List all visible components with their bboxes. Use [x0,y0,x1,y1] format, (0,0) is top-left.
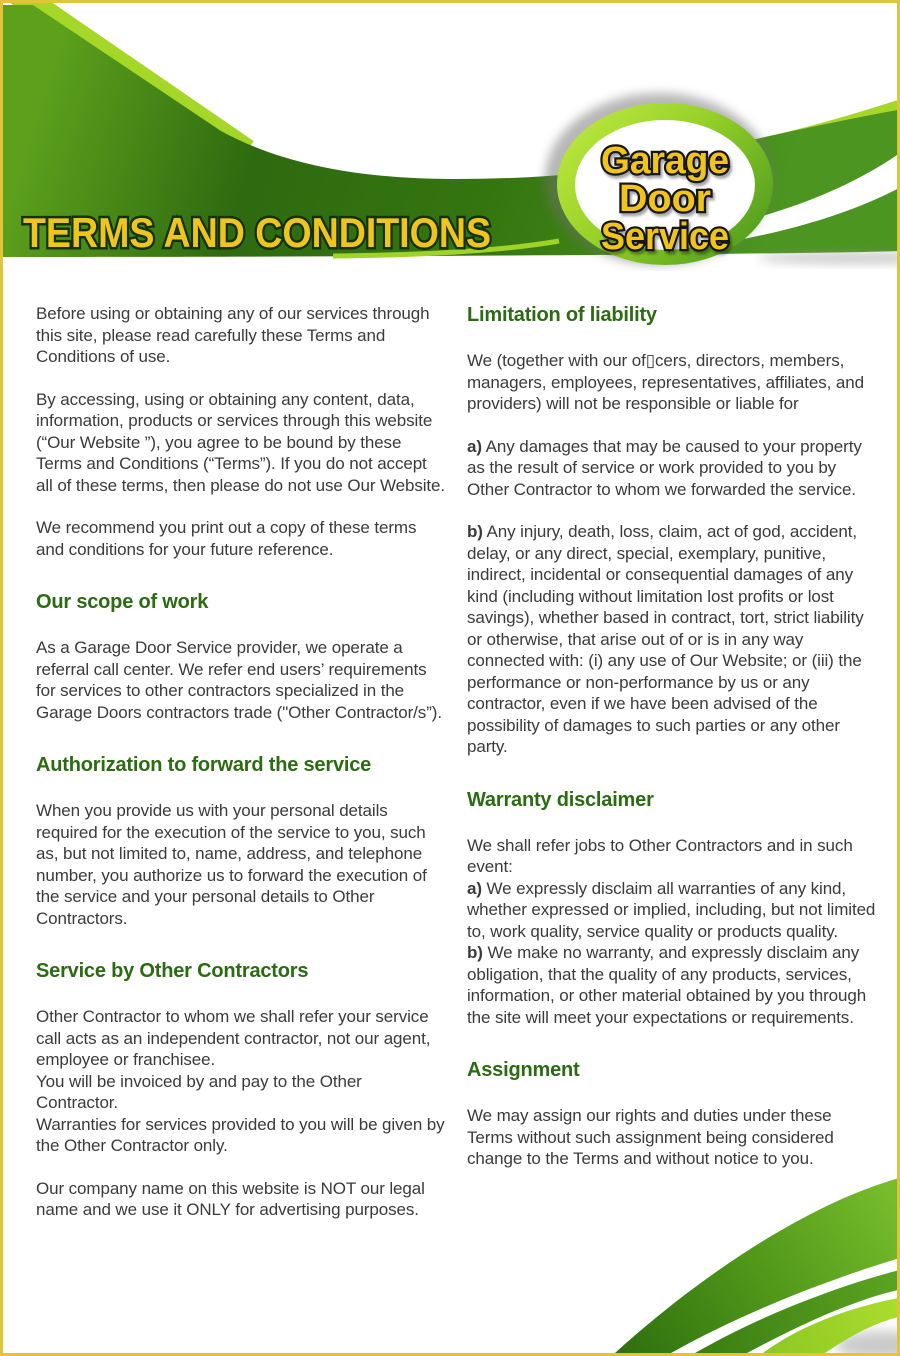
authorization-paragraph: When you provide us with your personal details required for the execution of the service to you, such as, but not limited to, name, address, and telephone number, you authorize us to forward the execution of the service and your personal details to Other Contractors. [36,801,427,928]
badge-line-3: Service [601,216,729,258]
liability-item-b-text: Any injury, death, loss, claim, act of god, accident, delay, or any direct, special, exemplary, punitive, indirect, incidental or consequential damages of any kind (including without limitation lost profits or lost savings), whether based in contract, tort, strict liability or otherwise, that arise out of or is in any way connected with: (i) any use of Our Website; or (iii) the performance or non-performance by us or any contractor, even if we have been advised of the possibility of damages to such parties or any other party. [467,522,864,756]
scope-paragraph: As a Garage Door Service provider, we operate a referral call center. We refer end users’ requirements for services to other contractors specialized in the Garage Doors contractors trade ("Other Contractor/s”). [36,638,442,722]
contractors-paragraph-group [36,1006,448,1157]
section-heading-service-by-contractors: Service by Other Contractors [36,960,309,982]
warranty-item-b-label: b) [467,943,483,962]
warranty-item-a [467,878,879,943]
liability-item-a-label: a) [467,436,482,456]
intro-paragraph-3: We recommend you print out a copy of these terms and conditions for your future reference. [36,518,417,559]
badge-text [601,140,729,258]
header-art [3,3,900,271]
assignment-paragraph: We may assign our rights and duties under these Terms without such assignment being considered change to the Terms and without notice to you. [467,1106,834,1168]
section-heading-scope: Our scope of work [36,591,209,613]
right-column [467,303,879,1242]
contractors-line-3: Warranties for services provided to you will be given by the Other Contractor only. [36,1114,445,1155]
contractors-line-2: You will be invoiced by and pay to the Other Contractor. [36,1071,362,1112]
section-heading-authorization: Authorization to forward the service [36,754,372,776]
contractors-line-1: Other Contractor to whom we shall refer your service call acts as an independent contractor, not our agent, employee or franchisee. [36,1007,431,1069]
warranty-paragraph-group [467,835,879,1029]
liability-item-a-text: Any damages that may be caused to your property as the result of service or work provided to you by Other Contractor to whom we forwarded the service. [467,436,862,499]
section-heading-liability: Limitation of liability [467,304,657,326]
intro-paragraph-2: By accessing, using or obtaining any content, data, information, products or services through this website (“Our Website ”), you agree to be bound by these Terms and Conditions (“Terms”). If you do not accept all of these terms, then please do not use Our Website. [36,389,446,495]
section-heading-warranty: Warranty disclaimer [467,788,654,811]
badge-line-1: Garage [601,140,729,182]
header-band-shadow [758,252,900,264]
liability-intro-paragraph: We (together with our of▯cers, directors, members, managers, employees, representatives, affiliates, and providers) will not be responsible or liable for [467,351,864,413]
badge-line-2: Door [619,178,712,220]
warranty-item-a-label: a) [467,878,482,898]
warranty-item-a-text: We expressly disclaim all warranties of any kind, whether expressed or implied, including, but not limited to, work quality, service quality or products quality. [467,878,876,941]
warranty-item-b [467,942,879,1028]
terms-content [3,261,897,1242]
company-name-paragraph: Our company name on this website is NOT our legal name and we use it ONLY for advertising purposes. [36,1178,425,1219]
left-column [36,303,448,1242]
liability-item-b [467,521,879,758]
page-title: TERMS AND CONDITIONS [23,209,491,256]
intro-paragraph-1: Before using or obtaining any of our services through this site, please read carefully these Terms and Conditions of use. [36,304,430,366]
warranty-intro: We shall refer jobs to Other Contractors and in such event: [467,835,853,876]
warranty-item-b-text: We make no warranty, and expressly disclaim any obligation, that the quality of any products, services, information, or other material obtained by you through the site will meet your expectations or requirements. [467,943,867,1027]
liability-item-a [467,436,879,501]
section-heading-assignment: Assignment [467,1059,580,1081]
liability-item-b-label: b) [467,522,483,541]
